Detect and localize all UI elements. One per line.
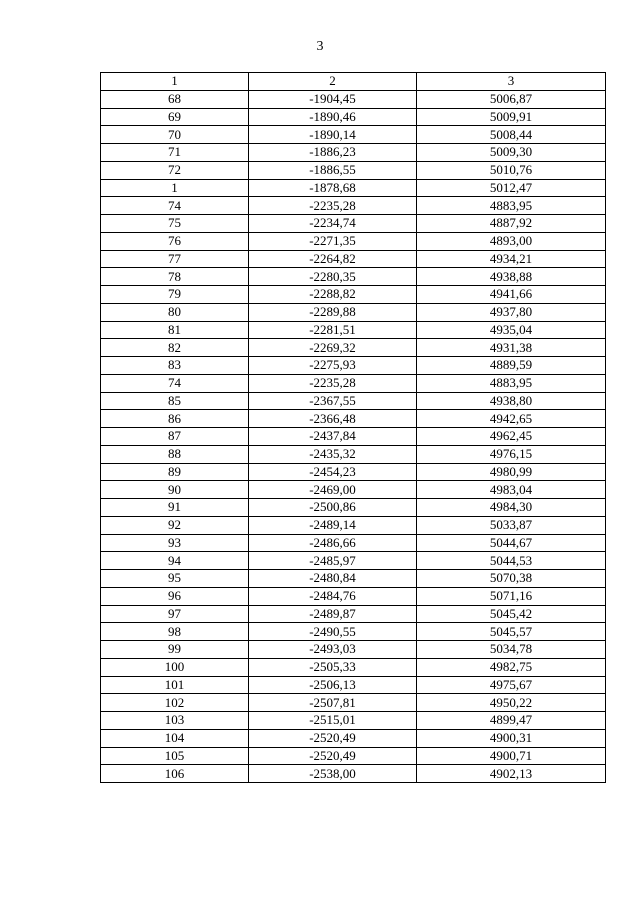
table-row	[101, 250, 606, 268]
table-row	[101, 641, 606, 659]
table-cell: -2235,28	[249, 197, 417, 215]
table-row	[101, 623, 606, 641]
table-cell: -2234,74	[249, 215, 417, 233]
table-cell: 4899,47	[417, 712, 606, 730]
table-row	[101, 694, 606, 712]
table-cell: -1904,45	[249, 90, 417, 108]
table-row	[101, 321, 606, 339]
table-cell: 99	[101, 641, 249, 659]
table-cell: -2366,48	[249, 410, 417, 428]
table-cell: 106	[101, 765, 249, 783]
table-cell: 4980,99	[417, 463, 606, 481]
table-cell: 4938,88	[417, 268, 606, 286]
table-cell: 5044,67	[417, 534, 606, 552]
table-cell: 75	[101, 215, 249, 233]
table-cell: -2486,66	[249, 534, 417, 552]
table-cell: -2500,86	[249, 499, 417, 517]
table-cell: 4975,67	[417, 676, 606, 694]
table-cell: 91	[101, 499, 249, 517]
column-header: 2	[249, 73, 417, 91]
table-cell: 4893,00	[417, 232, 606, 250]
table-row	[101, 286, 606, 304]
table-cell: -1890,14	[249, 126, 417, 144]
table-cell: -2520,49	[249, 729, 417, 747]
table-row	[101, 747, 606, 765]
table-cell: 5045,42	[417, 605, 606, 623]
table-cell: 81	[101, 321, 249, 339]
table-cell: -2269,32	[249, 339, 417, 357]
table-row	[101, 303, 606, 321]
table-cell: 100	[101, 658, 249, 676]
table-cell: 4984,30	[417, 499, 606, 517]
table-cell: 5009,30	[417, 144, 606, 162]
table-cell: 83	[101, 357, 249, 375]
table-cell: -2520,49	[249, 747, 417, 765]
table-cell: -2280,35	[249, 268, 417, 286]
table-cell: 70	[101, 126, 249, 144]
table-cell: -2289,88	[249, 303, 417, 321]
table-row	[101, 676, 606, 694]
table-cell: 5034,78	[417, 641, 606, 659]
table-cell: 78	[101, 268, 249, 286]
table-row	[101, 374, 606, 392]
table-row	[101, 108, 606, 126]
table-cell: 5012,47	[417, 179, 606, 197]
table-cell: 96	[101, 587, 249, 605]
table-row	[101, 552, 606, 570]
table-row	[101, 410, 606, 428]
table-cell: 4889,59	[417, 357, 606, 375]
table-row	[101, 534, 606, 552]
table-row	[101, 179, 606, 197]
table-cell: 92	[101, 516, 249, 534]
table-cell: 5006,87	[417, 90, 606, 108]
table-cell: -2489,14	[249, 516, 417, 534]
table-cell: -2490,55	[249, 623, 417, 641]
table-row	[101, 445, 606, 463]
table-cell: 5008,44	[417, 126, 606, 144]
table-cell: -2367,55	[249, 392, 417, 410]
table-cell: 95	[101, 570, 249, 588]
column-header: 3	[417, 73, 606, 91]
table-cell: -2288,82	[249, 286, 417, 304]
table-cell: 85	[101, 392, 249, 410]
table-cell: 69	[101, 108, 249, 126]
table-cell: -2235,28	[249, 374, 417, 392]
table-cell: -2485,97	[249, 552, 417, 570]
table-cell: 4982,75	[417, 658, 606, 676]
table-row	[101, 392, 606, 410]
table-row	[101, 268, 606, 286]
table-cell: 4900,71	[417, 747, 606, 765]
table-row	[101, 90, 606, 108]
table-row	[101, 499, 606, 517]
table-row	[101, 232, 606, 250]
table-cell: -2480,84	[249, 570, 417, 588]
table-cell: 4934,21	[417, 250, 606, 268]
coordinates-table	[100, 72, 606, 783]
table-cell: 72	[101, 161, 249, 179]
table-row	[101, 126, 606, 144]
table-row	[101, 729, 606, 747]
table-cell: 5071,16	[417, 587, 606, 605]
table-cell: -2506,13	[249, 676, 417, 694]
table-cell: 4941,66	[417, 286, 606, 304]
table-cell: 4950,22	[417, 694, 606, 712]
table-cell: 4900,31	[417, 729, 606, 747]
table-cell: 74	[101, 374, 249, 392]
table-cell: -1886,55	[249, 161, 417, 179]
table-cell: 1	[101, 179, 249, 197]
table-row	[101, 357, 606, 375]
table-cell: 89	[101, 463, 249, 481]
table-cell: 76	[101, 232, 249, 250]
table-cell: 4942,65	[417, 410, 606, 428]
table-cell: 79	[101, 286, 249, 304]
table-row	[101, 481, 606, 499]
table-row	[101, 215, 606, 233]
table-row	[101, 765, 606, 783]
table-cell: 102	[101, 694, 249, 712]
table-cell: -2515,01	[249, 712, 417, 730]
table-cell: 5045,57	[417, 623, 606, 641]
table-cell: 77	[101, 250, 249, 268]
table-cell: -2435,32	[249, 445, 417, 463]
table-cell: 74	[101, 197, 249, 215]
column-header: 1	[101, 73, 249, 91]
table-cell: -2271,35	[249, 232, 417, 250]
table-cell: 97	[101, 605, 249, 623]
table-cell: 5009,91	[417, 108, 606, 126]
table-row	[101, 463, 606, 481]
table-cell: -2493,03	[249, 641, 417, 659]
table-cell: 86	[101, 410, 249, 428]
table-cell: 5010,76	[417, 161, 606, 179]
table-cell: -2538,00	[249, 765, 417, 783]
table-cell: 98	[101, 623, 249, 641]
table-cell: 4962,45	[417, 428, 606, 446]
table-cell: 104	[101, 729, 249, 747]
table-cell: -1890,46	[249, 108, 417, 126]
table-cell: -2484,76	[249, 587, 417, 605]
table-cell: -1886,23	[249, 144, 417, 162]
table-cell: 5070,38	[417, 570, 606, 588]
table-cell: 101	[101, 676, 249, 694]
table-cell: 82	[101, 339, 249, 357]
table-cell: -2489,87	[249, 605, 417, 623]
table-cell: -2281,51	[249, 321, 417, 339]
table-cell: 4931,38	[417, 339, 606, 357]
table-cell: -2437,84	[249, 428, 417, 446]
table-cell: 94	[101, 552, 249, 570]
table-cell: -2275,93	[249, 357, 417, 375]
table-cell: 4883,95	[417, 197, 606, 215]
table-cell: -1878,68	[249, 179, 417, 197]
table-cell: 4937,80	[417, 303, 606, 321]
table-row	[101, 161, 606, 179]
table-cell: -2507,81	[249, 694, 417, 712]
table-cell: 4935,04	[417, 321, 606, 339]
table-cell: 71	[101, 144, 249, 162]
table-row	[101, 197, 606, 215]
table-cell: -2505,33	[249, 658, 417, 676]
table-body	[101, 90, 606, 782]
table-cell: 93	[101, 534, 249, 552]
table-cell: -2469,00	[249, 481, 417, 499]
table-cell: 4983,04	[417, 481, 606, 499]
table-cell: 4902,13	[417, 765, 606, 783]
table-row	[101, 339, 606, 357]
table-cell: 80	[101, 303, 249, 321]
table-cell: 4883,95	[417, 374, 606, 392]
table-cell: 4938,80	[417, 392, 606, 410]
table-cell: 68	[101, 90, 249, 108]
table-cell: -2454,23	[249, 463, 417, 481]
table-header-row	[101, 73, 606, 91]
table-cell: -2264,82	[249, 250, 417, 268]
table-cell: 5033,87	[417, 516, 606, 534]
table-row	[101, 658, 606, 676]
table-cell: 105	[101, 747, 249, 765]
table-cell: 103	[101, 712, 249, 730]
table-cell: 90	[101, 481, 249, 499]
table-row	[101, 516, 606, 534]
page-number: 3	[316, 39, 324, 54]
table-row	[101, 428, 606, 446]
table-row	[101, 712, 606, 730]
table-cell: 87	[101, 428, 249, 446]
table-cell: 4976,15	[417, 445, 606, 463]
table-cell: 88	[101, 445, 249, 463]
table-row	[101, 144, 606, 162]
table-row	[101, 587, 606, 605]
table-cell: 5044,53	[417, 552, 606, 570]
table-row	[101, 570, 606, 588]
table-row	[101, 605, 606, 623]
table-cell: 4887,92	[417, 215, 606, 233]
